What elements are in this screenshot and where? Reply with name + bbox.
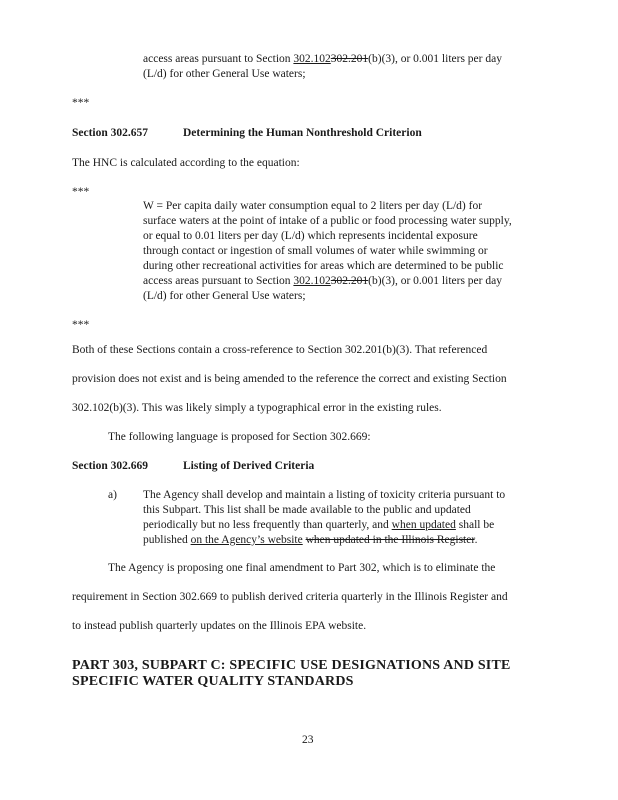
deleted-text: 302.201 bbox=[330, 53, 369, 65]
deleted-text: when updated in the Illinois Register bbox=[305, 534, 475, 546]
item-line: published on the Agency’s website when updated in the Illinois Register. bbox=[143, 534, 478, 546]
ellipsis-marker: *** bbox=[72, 319, 90, 331]
item-line: The Agency shall develop and maintain a listing of toxicity criteria pursuant to bbox=[143, 489, 506, 501]
section-number: Section 302.657 bbox=[72, 127, 149, 139]
ellipsis-marker: *** bbox=[72, 97, 90, 109]
w-def-line: during other recreational activities for areas which are determined to be public bbox=[143, 260, 504, 272]
continuation-line-1: access areas pursuant to Section 302.102302.201(b)(3), or 0.001 liters per day bbox=[143, 53, 502, 65]
item-line: this Subpart. This list shall be made available to the public and updated bbox=[143, 504, 471, 516]
body-line: Both of these Sections contain a cross-reference to Section 302.201(b)(3). That referenced bbox=[72, 344, 488, 356]
w-def-line: (L/d) for other General Use waters; bbox=[143, 290, 306, 302]
hnc-intro: The HNC is calculated according to the equation: bbox=[72, 157, 300, 169]
w-def-line: access areas pursuant to Section 302.102302.201(b)(3), or 0.001 liters per day bbox=[143, 275, 502, 287]
item-label: a) bbox=[108, 489, 117, 501]
w-def-line: or equal to 0.01 liters per day (L/d) which represents incidental exposure bbox=[143, 230, 478, 242]
body-line: 302.102(b)(3). This was likely simply a typographical error in the existing rules. bbox=[72, 402, 442, 414]
w-def-line: through contact or ingestion of small volumes of water while swimming or bbox=[143, 245, 488, 257]
item-line: periodically but no less frequently than quarterly, and when updated shall be bbox=[143, 519, 495, 531]
w-def-line: W = Per capita daily water consumption equal to 2 liters per day (L/d) for bbox=[143, 200, 483, 212]
part-heading: PART 303, SUBPART C: SPECIFIC USE DESIGNATIONS AND SITE bbox=[72, 658, 511, 673]
inserted-text: 302.102 bbox=[293, 53, 331, 65]
continuation-line-2: (L/d) for other General Use waters; bbox=[143, 68, 306, 80]
section-number: Section 302.669 bbox=[72, 460, 149, 472]
ellipsis-marker: *** bbox=[72, 186, 90, 198]
body-line: The Agency is proposing one final amendment to Part 302, which is to eliminate the bbox=[108, 562, 496, 574]
page-number: 23 bbox=[302, 734, 314, 746]
section-title: Listing of Derived Criteria bbox=[183, 460, 315, 472]
body-line: to instead publish quarterly updates on the Illinois EPA website. bbox=[72, 620, 367, 632]
deleted-text: 302.201 bbox=[330, 275, 369, 287]
proposed-intro: The following language is proposed for Section 302.669: bbox=[108, 431, 371, 443]
part-heading: SPECIFIC WATER QUALITY STANDARDS bbox=[72, 674, 354, 689]
body-line: provision does not exist and is being amended to the reference the correct and existing Section bbox=[72, 373, 507, 385]
w-def-line: surface waters at the point of intake of a public or food processing water supply, bbox=[143, 215, 512, 227]
inserted-text: when updated bbox=[391, 519, 456, 531]
inserted-text: on the Agency’s website bbox=[190, 534, 303, 546]
inserted-text: 302.102 bbox=[293, 275, 331, 287]
section-title: Determining the Human Nonthreshold Criterion bbox=[183, 127, 422, 139]
body-line: requirement in Section 302.669 to publish derived criteria quarterly in the Illinois Register and bbox=[72, 591, 508, 603]
